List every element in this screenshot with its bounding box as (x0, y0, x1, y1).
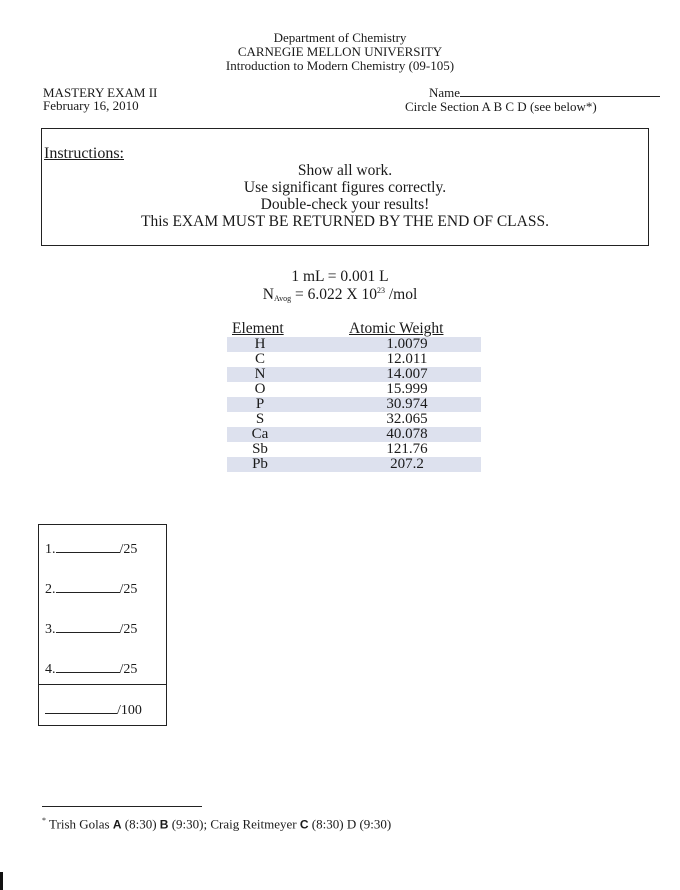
avogadro-value: = 6.022 X 10 (295, 286, 377, 303)
avogadro-exponent: 23 (376, 286, 385, 295)
footnote-text: (9:30) (356, 816, 392, 832)
table-row (227, 457, 481, 472)
question-number: 4. (45, 662, 56, 677)
table-row (227, 382, 481, 397)
name-label: Name (429, 85, 461, 100)
instruction-line: This EXAM MUST BE RETURNED BY THE END OF CLASS. (141, 213, 549, 230)
column-header-element: Element (232, 320, 284, 337)
question-max: /25 (119, 542, 138, 557)
column-header-atomic-weight: Atomic Weight (349, 320, 444, 337)
section-c-label: C (299, 817, 309, 832)
table-row (227, 352, 481, 367)
footnote-marker: * (42, 816, 46, 825)
score-box (38, 524, 167, 726)
score-blank[interactable] (56, 672, 120, 673)
score-blank[interactable] (56, 632, 120, 633)
section-label: Circle Section A B C D (see below*) (405, 99, 597, 114)
scan-edge-mark (0, 872, 3, 890)
score-blank[interactable] (56, 552, 120, 553)
table-row (227, 367, 481, 382)
element-symbol: O (254, 381, 266, 397)
atomic-weight: 14.007 (386, 366, 428, 382)
instructions-box (41, 128, 649, 246)
instruction-line: Double-check your results! (260, 196, 430, 213)
table-row (227, 427, 481, 442)
question-number: 2. (45, 582, 56, 597)
total-max: /100 (117, 703, 142, 718)
table-row (227, 412, 481, 427)
element-symbol: C (254, 351, 265, 367)
atomic-weight: 40.078 (386, 426, 428, 442)
avogadro-unit: /mol (388, 286, 418, 303)
exam-date: February 16, 2010 (43, 98, 139, 113)
volume-conversion: 1 mL = 0.001 L (291, 268, 389, 285)
instruction-line: Use significant figures correctly. (243, 179, 447, 196)
name-blank[interactable] (460, 96, 660, 97)
footnote-text: (8:30) (121, 816, 160, 832)
atomic-weight: 32.065 (386, 411, 428, 427)
department-name: Department of Chemistry (273, 30, 407, 45)
element-symbol: P (255, 396, 265, 412)
score-blank[interactable] (56, 592, 120, 593)
table-header (227, 320, 481, 337)
name-field[interactable] (429, 86, 660, 100)
exam-title: MASTERY EXAM II (43, 85, 158, 100)
atomic-weight: 207.2 (390, 456, 424, 472)
section-a-label: A (112, 817, 122, 832)
question-number: 1. (45, 542, 56, 557)
footnote-text: (8:30) (308, 816, 347, 832)
instruction-line: Show all work. (297, 162, 393, 179)
table-row (227, 337, 481, 352)
question-max: /25 (119, 582, 138, 597)
course-title: Introduction to Modern Chemistry (09-105) (225, 58, 455, 73)
atomic-weight: 15.999 (386, 381, 428, 397)
atomic-weight: 1.0079 (386, 336, 428, 352)
score-line-4[interactable] (45, 662, 137, 678)
element-symbol: Pb (252, 456, 268, 472)
element-symbol: H (254, 336, 266, 352)
avogadro-constant (0, 286, 680, 304)
question-max: /25 (119, 662, 138, 677)
element-symbol: Ca (251, 426, 269, 442)
footnote-text: (9:30); Craig Reitmeyer (168, 816, 300, 832)
question-number: 3. (45, 622, 56, 637)
avogadro-subscript: Avog (273, 294, 292, 303)
avogadro-symbol: N (262, 286, 274, 303)
section-d-label: D (346, 816, 357, 832)
university-name: CARNEGIE MELLON UNIVERSITY (237, 44, 443, 59)
table-row (227, 397, 481, 412)
atomic-weight: 121.76 (386, 441, 428, 457)
atomic-weight-table (227, 320, 481, 472)
score-line-3[interactable] (45, 622, 137, 638)
score-line-1[interactable] (45, 542, 137, 558)
element-symbol: S (255, 411, 265, 427)
footnote-rule (42, 806, 202, 807)
total-blank[interactable] (45, 713, 117, 714)
question-max: /25 (119, 622, 138, 637)
section-b-label: B (159, 817, 169, 832)
element-symbol: N (254, 366, 266, 382)
element-symbol: Sb (252, 441, 268, 457)
instructions-title: Instructions: (44, 145, 124, 162)
score-line-2[interactable] (45, 582, 137, 598)
score-divider (39, 684, 166, 685)
footnote (42, 816, 391, 832)
table-row (227, 442, 481, 457)
score-total-line[interactable] (45, 703, 142, 719)
atomic-weight: 12.011 (386, 351, 428, 367)
footnote-text: Trish Golas (46, 816, 113, 832)
atomic-weight: 30.974 (386, 396, 428, 412)
